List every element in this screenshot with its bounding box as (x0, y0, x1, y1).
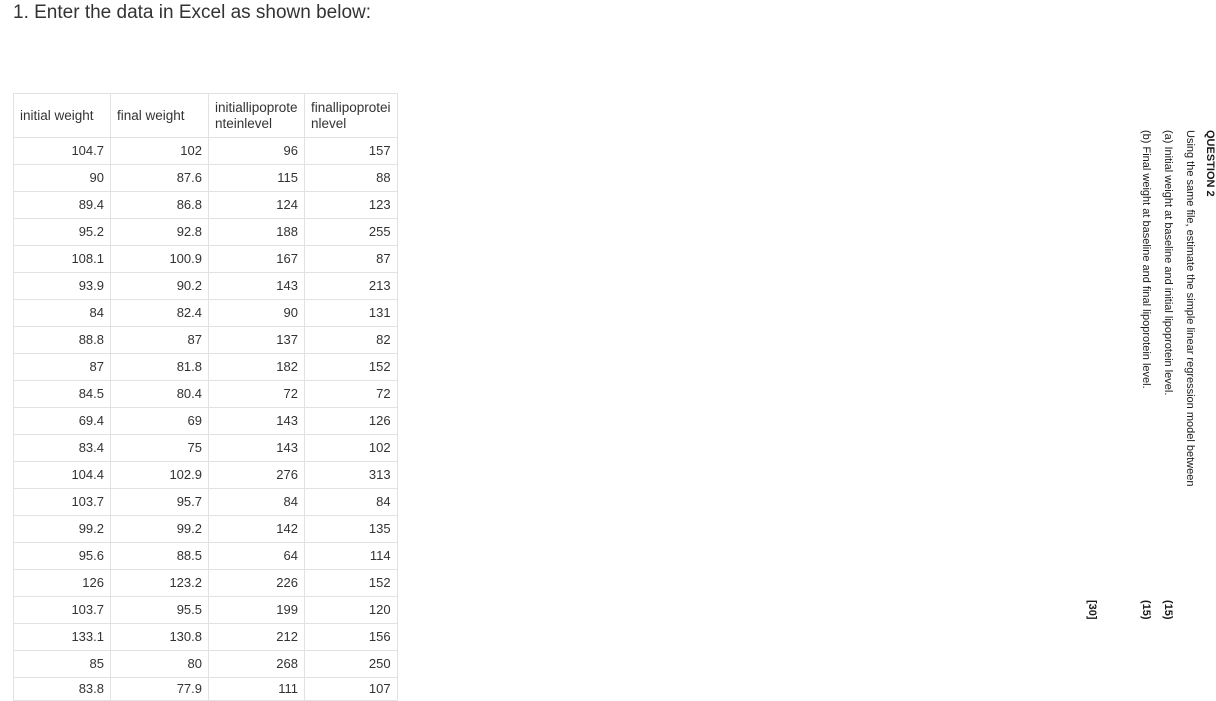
final-lipoprotein-cell: 152 (305, 570, 398, 597)
final-lipoprotein-cell: 87 (305, 246, 398, 273)
initial-weight-cell: 83.4 (14, 435, 111, 462)
final-lipoprotein-cell: 114 (305, 543, 398, 570)
table-row (14, 246, 398, 273)
final-lipoprotein-cell: 255 (305, 219, 398, 246)
table-row (14, 381, 398, 408)
final-weight-cell: 88.5 (111, 543, 209, 570)
table-row (14, 219, 398, 246)
initial-lipoprotein-cell: 72 (209, 381, 305, 408)
initial-weight-cell: 133.1 (14, 624, 111, 651)
initial-lipoprotein-cell: 96 (209, 138, 305, 165)
final-lipoprotein-cell: 157 (305, 138, 398, 165)
question-title: QUESTION 2 (1204, 130, 1216, 197)
initial-lipoprotein-cell: 143 (209, 435, 305, 462)
final-weight-cell: 80.4 (111, 381, 209, 408)
data-table (13, 93, 398, 701)
final-weight-cell: 87 (111, 327, 209, 354)
initial-lipoprotein-cell: 84 (209, 489, 305, 516)
table-row (14, 300, 398, 327)
table-row (14, 138, 398, 165)
initial-weight-cell: 93.9 (14, 273, 111, 300)
initial-lipoprotein-cell: 188 (209, 219, 305, 246)
question-part-a: (a) Initial weight at baseline and initial lipoprotein level. (1162, 130, 1174, 396)
initial-lipoprotein-cell: 199 (209, 597, 305, 624)
final-weight-cell: 82.4 (111, 300, 209, 327)
initial-lipoprotein-cell: 137 (209, 327, 305, 354)
final-weight-cell: 99.2 (111, 516, 209, 543)
header-initial-weight: initial weight (14, 94, 111, 138)
final-weight-cell: 102.9 (111, 462, 209, 489)
final-weight-cell: 102 (111, 138, 209, 165)
final-lipoprotein-cell: 82 (305, 327, 398, 354)
page-heading: 1. Enter the data in Excel as shown below: (13, 2, 372, 23)
final-weight-cell: 95.5 (111, 597, 209, 624)
final-weight-cell: 81.8 (111, 354, 209, 381)
table-row (14, 462, 398, 489)
initial-lipoprotein-cell: 212 (209, 624, 305, 651)
final-lipoprotein-cell: 250 (305, 651, 398, 678)
table-row (14, 624, 398, 651)
initial-weight-cell: 99.2 (14, 516, 111, 543)
initial-weight-cell: 90 (14, 165, 111, 192)
initial-lipoprotein-cell: 268 (209, 651, 305, 678)
final-weight-cell: 86.8 (111, 192, 209, 219)
initial-lipoprotein-cell: 115 (209, 165, 305, 192)
table-row (14, 327, 398, 354)
initial-weight-cell: 84.5 (14, 381, 111, 408)
final-lipoprotein-cell: 102 (305, 435, 398, 462)
initial-lipoprotein-cell: 90 (209, 300, 305, 327)
initial-weight-cell: 69.4 (14, 408, 111, 435)
initial-lipoprotein-cell: 64 (209, 543, 305, 570)
initial-lipoprotein-cell: 167 (209, 246, 305, 273)
table-row (14, 516, 398, 543)
header-final-lipoprotein: finallipoprotei nlevel (305, 94, 398, 138)
total-marks: [30] (1086, 600, 1098, 620)
initial-weight-cell: 108.1 (14, 246, 111, 273)
final-weight-cell: 77.9 (111, 678, 209, 701)
final-lipoprotein-cell: 213 (305, 273, 398, 300)
initial-lipoprotein-cell: 111 (209, 678, 305, 701)
table-row (14, 165, 398, 192)
final-lipoprotein-cell: 120 (305, 597, 398, 624)
final-lipoprotein-cell: 135 (305, 516, 398, 543)
initial-weight-cell: 85 (14, 651, 111, 678)
final-weight-cell: 80 (111, 651, 209, 678)
final-weight-cell: 69 (111, 408, 209, 435)
question-block (1056, 130, 1216, 650)
initial-lipoprotein-cell: 182 (209, 354, 305, 381)
final-lipoprotein-cell: 126 (305, 408, 398, 435)
initial-lipoprotein-cell: 143 (209, 408, 305, 435)
final-weight-cell: 87.6 (111, 165, 209, 192)
table-row (14, 570, 398, 597)
initial-lipoprotein-cell: 143 (209, 273, 305, 300)
initial-weight-cell: 87 (14, 354, 111, 381)
initial-weight-cell: 89.4 (14, 192, 111, 219)
table-row (14, 273, 398, 300)
final-lipoprotein-cell: 156 (305, 624, 398, 651)
final-lipoprotein-cell: 107 (305, 678, 398, 701)
initial-weight-cell: 95.6 (14, 543, 111, 570)
final-lipoprotein-cell: 313 (305, 462, 398, 489)
table-row (14, 354, 398, 381)
rotated-question-panel (530, 0, 1216, 698)
table-row (14, 597, 398, 624)
header-final-weight: final weight (111, 94, 209, 138)
initial-weight-cell: 103.7 (14, 489, 111, 516)
final-weight-cell: 90.2 (111, 273, 209, 300)
final-lipoprotein-cell: 152 (305, 354, 398, 381)
final-weight-cell: 75 (111, 435, 209, 462)
final-weight-cell: 123.2 (111, 570, 209, 597)
final-lipoprotein-cell: 123 (305, 192, 398, 219)
header-initial-lipoprotein: initiallipoprote nteinlevel (209, 94, 305, 138)
initial-lipoprotein-cell: 276 (209, 462, 305, 489)
final-lipoprotein-cell: 72 (305, 381, 398, 408)
final-weight-cell: 100.9 (111, 246, 209, 273)
initial-weight-cell: 88.8 (14, 327, 111, 354)
table-header-row (14, 94, 398, 138)
question-intro: Using the same file, estimate the simple linear regression model between (1184, 130, 1196, 487)
initial-weight-cell: 83.8 (14, 678, 111, 701)
table-row (14, 435, 398, 462)
table-row (14, 543, 398, 570)
table-row (14, 678, 398, 701)
initial-lipoprotein-cell: 226 (209, 570, 305, 597)
part-a-marks: (15) (1162, 600, 1174, 620)
initial-lipoprotein-cell: 124 (209, 192, 305, 219)
initial-weight-cell: 126 (14, 570, 111, 597)
final-weight-cell: 130.8 (111, 624, 209, 651)
final-lipoprotein-cell: 131 (305, 300, 398, 327)
initial-weight-cell: 95.2 (14, 219, 111, 246)
initial-weight-cell: 104.4 (14, 462, 111, 489)
initial-weight-cell: 103.7 (14, 597, 111, 624)
final-lipoprotein-cell: 88 (305, 165, 398, 192)
table-row (14, 408, 398, 435)
initial-lipoprotein-cell: 142 (209, 516, 305, 543)
question-part-b: (b) Final weight at baseline and final lipoprotein level. (1140, 130, 1152, 389)
part-b-marks: (15) (1140, 600, 1152, 620)
final-weight-cell: 92.8 (111, 219, 209, 246)
table-row (14, 192, 398, 219)
table-row (14, 489, 398, 516)
final-weight-cell: 95.7 (111, 489, 209, 516)
final-lipoprotein-cell: 84 (305, 489, 398, 516)
table-row (14, 651, 398, 678)
initial-weight-cell: 84 (14, 300, 111, 327)
initial-weight-cell: 104.7 (14, 138, 111, 165)
